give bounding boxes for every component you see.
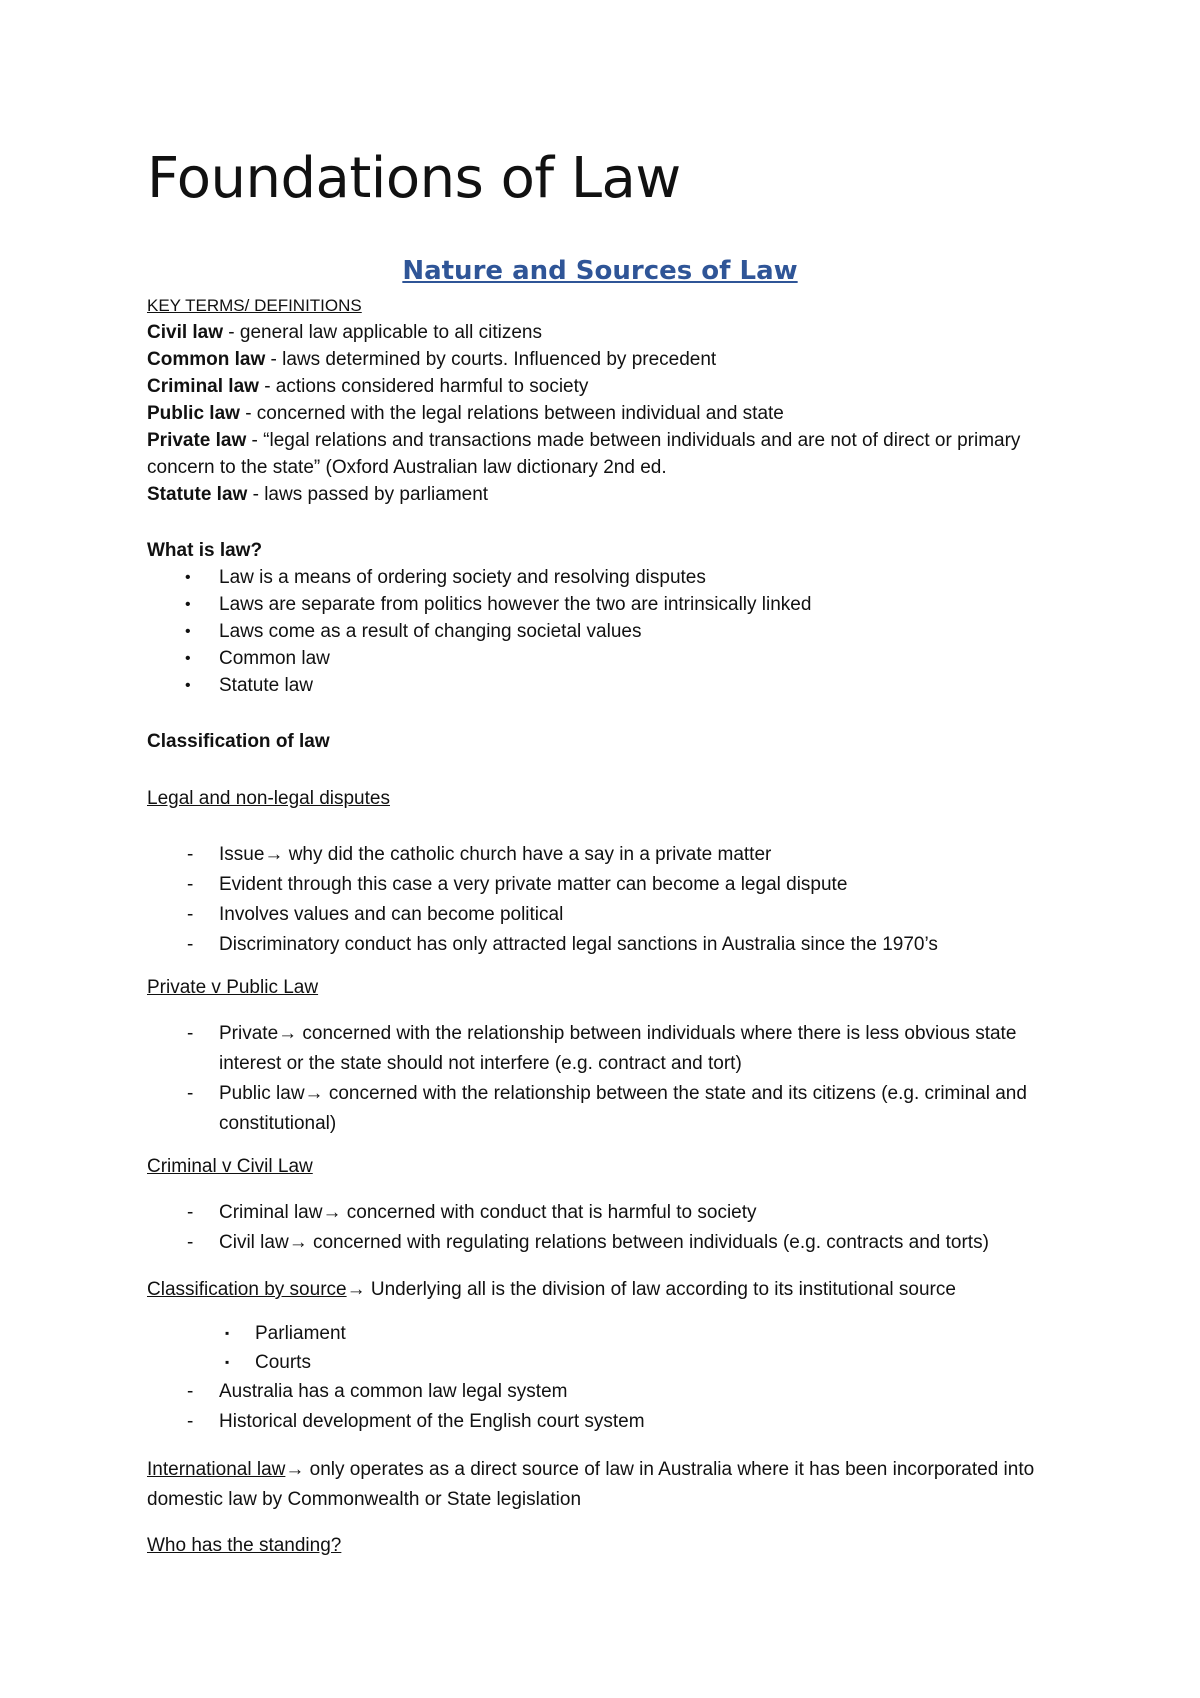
key-term-definition: - actions considered harmful to society <box>258 376 589 397</box>
criminal-civil-section <box>147 1153 1077 1180</box>
item-text: concerned with the relationship between the state and its citizens (e.g. criminal and constitutional) <box>219 1083 1027 1134</box>
square-bullet-icon: ▪ <box>225 1326 230 1340</box>
list-item <box>147 564 1077 591</box>
bullet-icon: • <box>185 569 191 586</box>
legal-disputes-section <box>147 785 1077 812</box>
international-text: only operates as a direct source of law in Australia where it has been incorporated into domestic law by Commonwealth or State legislation <box>147 1459 1035 1510</box>
item-lead: Criminal law <box>219 1202 323 1223</box>
criminal-civil-heading: Criminal v Civil Law <box>147 1156 313 1177</box>
bullet-icon: • <box>185 596 191 613</box>
list-item <box>147 1228 1077 1258</box>
item-text: concerned with regulating relations between individuals (e.g. contracts and torts) <box>307 1232 989 1253</box>
list-item <box>147 1198 1077 1228</box>
item-text: concerned with the relationship between individuals where there is less obvious state interest or the state should not interfere (e.g. contract and tort) <box>219 1023 1017 1074</box>
international-section <box>147 1455 1077 1515</box>
key-term-definition: - laws determined by courts. Influenced by precedent <box>265 349 717 370</box>
bullet-icon: • <box>185 623 191 640</box>
list-item <box>147 591 1077 618</box>
arrow-icon: → <box>346 1279 366 1300</box>
legal-disputes-list-wrap <box>147 840 1077 960</box>
dash-icon: - <box>187 1023 194 1044</box>
bullet-icon: • <box>185 650 191 667</box>
arrow-icon: → <box>264 844 284 865</box>
standing-section <box>147 1532 1077 1559</box>
list-item <box>147 1377 1077 1407</box>
key-term: Criminal law <box>147 376 259 397</box>
arrow-icon: → <box>285 1459 305 1480</box>
legal-disputes-heading: Legal and non-legal disputes <box>147 788 390 809</box>
item-text: Courts <box>255 1352 311 1373</box>
what-is-law-section <box>147 537 1077 699</box>
key-term-item <box>147 319 1077 346</box>
list-item <box>147 870 1077 900</box>
key-term-item <box>147 346 1077 373</box>
dash-icon: - <box>187 1232 194 1253</box>
arrow-icon: → <box>304 1083 324 1104</box>
by-source-text: Underlying all is the division of law according to its institutional source <box>365 1279 956 1300</box>
item-text: Historical development of the English court system <box>219 1411 645 1432</box>
item-text: Parliament <box>255 1323 346 1344</box>
list-item <box>147 618 1077 645</box>
criminal-civil-list <box>147 1198 1077 1258</box>
private-public-list <box>147 1019 1077 1139</box>
international-paragraph <box>147 1455 1077 1515</box>
private-public-list-wrap <box>147 1019 1077 1139</box>
key-term-definition: - “legal relations and transactions made between individuals and are not of direct or primary concern to the state” (Oxford Australian law dictionary 2nd ed. <box>147 430 1021 478</box>
criminal-civil-list-wrap <box>147 1198 1077 1258</box>
list-item-text: Statute law <box>219 675 313 696</box>
item-text: concerned with conduct that is harmful to society <box>341 1202 757 1223</box>
item-text: Australia has a common law legal system <box>219 1381 568 1402</box>
list-item <box>147 900 1077 930</box>
list-item <box>147 1079 1077 1139</box>
what-is-law-list <box>147 564 1077 699</box>
list-item <box>147 1348 1077 1377</box>
by-source-list <box>147 1377 1077 1437</box>
by-source-sublist <box>147 1319 1077 1377</box>
square-bullet-icon: ▪ <box>225 1355 230 1369</box>
key-term: Public law <box>147 403 240 424</box>
private-public-section <box>147 974 1077 1001</box>
item-lead: Issue <box>219 844 265 865</box>
dash-icon: - <box>187 844 194 865</box>
list-item <box>147 1019 1077 1079</box>
dash-icon: - <box>187 934 194 955</box>
dash-icon: - <box>187 1202 194 1223</box>
key-term: Private law <box>147 430 247 451</box>
key-term-definition: - concerned with the legal relations between individual and state <box>239 403 784 424</box>
item-lead: Private <box>219 1023 279 1044</box>
key-term-definition: - laws passed by parliament <box>247 484 489 505</box>
by-source-line <box>147 1276 1077 1303</box>
standing-heading: Who has the standing? <box>147 1535 342 1556</box>
key-term: Statute law <box>147 484 248 505</box>
by-source-heading: Classification by source <box>147 1279 347 1300</box>
arrow-icon: → <box>278 1023 298 1044</box>
section-title: Nature and Sources of Law <box>402 256 798 286</box>
list-item <box>147 930 1077 960</box>
item-text: Discriminatory conduct has only attracted legal sanctions in Australia since the 1970’s <box>219 934 938 955</box>
arrow-icon: → <box>288 1232 308 1253</box>
list-item <box>147 1319 1077 1348</box>
dash-icon: - <box>187 874 194 895</box>
key-term-item <box>147 481 1077 508</box>
key-term-item <box>147 427 1077 481</box>
document-title: Foundations of Law <box>147 146 681 211</box>
list-item-text: Laws are separate from politics however the two are intrinsically linked <box>219 594 812 615</box>
key-terms-section <box>147 292 1077 508</box>
dash-icon: - <box>187 1083 194 1104</box>
classification-heading: Classification of law <box>147 731 330 752</box>
legal-disputes-list <box>147 840 1077 960</box>
private-public-heading: Private v Public Law <box>147 977 319 998</box>
dash-icon: - <box>187 1411 194 1432</box>
list-item <box>147 1407 1077 1437</box>
list-item-text: Law is a means of ordering society and resolving disputes <box>219 567 706 588</box>
item-text: Evident through this case a very private matter can become a legal dispute <box>219 874 848 895</box>
list-item <box>147 672 1077 699</box>
key-term-item <box>147 373 1077 400</box>
international-heading: International law <box>147 1459 286 1480</box>
list-item <box>147 840 1077 870</box>
key-terms-heading: KEY TERMS/ DEFINITIONS <box>147 296 362 315</box>
arrow-icon: → <box>322 1202 342 1223</box>
item-lead: Public law <box>219 1083 305 1104</box>
by-source-sublist-wrap <box>147 1319 1077 1437</box>
by-source-section <box>147 1276 1077 1303</box>
item-text: why did the catholic church have a say in a private matter <box>283 844 772 865</box>
list-item <box>147 645 1077 672</box>
list-item-text: Common law <box>219 648 330 669</box>
bullet-icon: • <box>185 677 191 694</box>
key-term: Common law <box>147 349 266 370</box>
key-term: Civil law <box>147 322 224 343</box>
dash-icon: - <box>187 1381 194 1402</box>
item-lead: Civil law <box>219 1232 289 1253</box>
item-text: Involves values and can become political <box>219 904 564 925</box>
key-term-item <box>147 400 1077 427</box>
what-is-law-heading: What is law? <box>147 540 263 561</box>
classification-section <box>147 728 1077 755</box>
key-term-definition: - general law applicable to all citizens <box>223 322 542 343</box>
list-item-text: Laws come as a result of changing societal values <box>219 621 642 642</box>
dash-icon: - <box>187 904 194 925</box>
